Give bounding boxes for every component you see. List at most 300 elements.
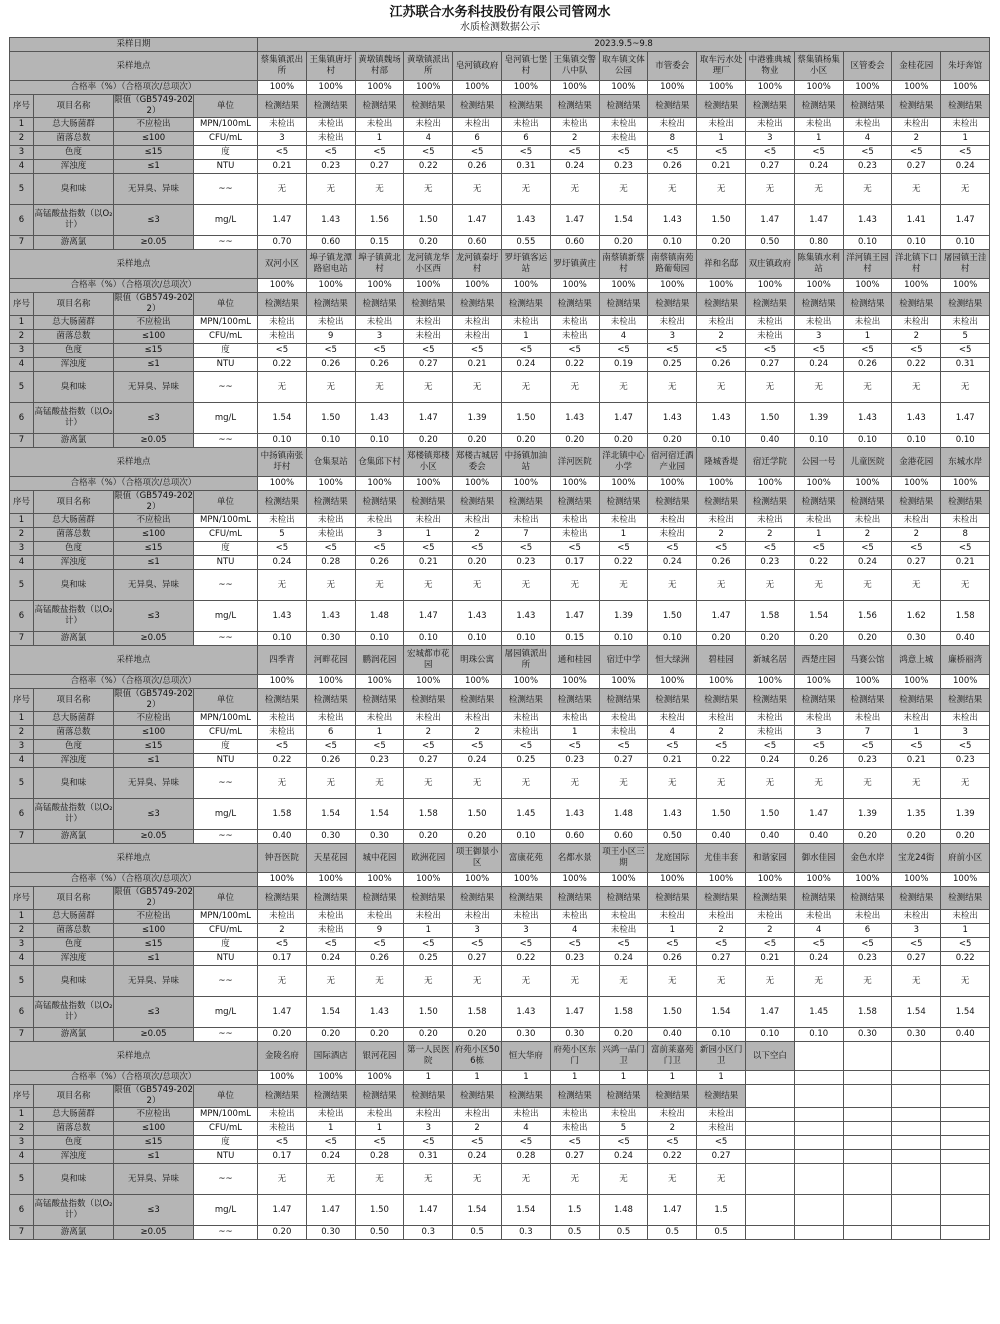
item-row — [10, 768, 990, 799]
result-header: 检测结果 — [941, 887, 990, 910]
result-value: 未检出 — [306, 712, 355, 726]
result-value: 未检出 — [794, 316, 843, 330]
result-value: 0.23 — [306, 160, 355, 174]
result-value: 0.20 — [843, 830, 892, 844]
result-value: 4 — [794, 924, 843, 938]
site-name: 城中花园 — [355, 844, 404, 873]
item-number: 2 — [10, 924, 34, 938]
item-row — [10, 528, 990, 542]
item-name: 菌落总数 — [34, 924, 114, 938]
result-value: 0.26 — [794, 754, 843, 768]
result-value: 0.28 — [502, 1150, 551, 1164]
pass-rate-value: 100% — [258, 873, 307, 887]
result-value: 无 — [404, 570, 453, 601]
result-value: <5 — [745, 542, 794, 556]
item-row — [10, 754, 990, 768]
result-value: 0.5 — [697, 1226, 746, 1240]
result-value: 未检出 — [697, 514, 746, 528]
result-value: 1.48 — [355, 601, 404, 632]
result-value: 0.20 — [404, 1028, 453, 1042]
result-value: <5 — [550, 542, 599, 556]
item-limit: ≤3 — [114, 403, 194, 434]
pass-rate-value: 100% — [941, 675, 990, 689]
item-row — [10, 330, 990, 344]
pass-rate-value: 100% — [258, 477, 307, 491]
result-header: 检测结果 — [794, 491, 843, 514]
result-header: 检测结果 — [404, 887, 453, 910]
col-limit-header: 限值（GB5749-2022） — [114, 887, 193, 908]
result-value: 1.47 — [404, 1195, 453, 1226]
result-value: 未检出 — [745, 316, 794, 330]
item-name: 色度 — [34, 938, 114, 952]
result-value: <5 — [599, 1136, 648, 1150]
site-name: 鹏润花园 — [355, 646, 404, 675]
result-header: 检测结果 — [892, 95, 941, 118]
item-name: 浑浊度 — [34, 556, 114, 570]
result-header: 检测结果 — [648, 95, 697, 118]
result-value: 未检出 — [453, 514, 502, 528]
result-value: 1.43 — [892, 403, 941, 434]
location-label: 采样地点 — [10, 448, 258, 477]
col-item-header: 项目名称 — [34, 689, 114, 712]
result-header: 检测结果 — [648, 293, 697, 316]
report-subtitle: 水质检测数据公示 — [460, 22, 540, 33]
pass-rate-value: 100% — [355, 873, 404, 887]
item-name: 浑浊度 — [34, 358, 114, 372]
item-limit: 无异臭、异味 — [114, 372, 194, 403]
result-header: 检测结果 — [550, 95, 599, 118]
result-value: 0.22 — [697, 754, 746, 768]
result-value: 无 — [892, 372, 941, 403]
result-value: 1 — [355, 1122, 404, 1136]
item-limit: 不应检出 — [114, 118, 194, 132]
pass-rate-value: 100% — [599, 873, 648, 887]
result-value: 0.22 — [550, 358, 599, 372]
result-header: 检测结果 — [648, 887, 697, 910]
result-header: 检测结果 — [697, 1085, 746, 1108]
result-value: <5 — [892, 938, 941, 952]
result-value: 0.24 — [306, 1150, 355, 1164]
result-value: 1 — [599, 528, 648, 542]
pass-rate-value — [892, 1071, 941, 1085]
item-unit: NTU — [194, 754, 258, 768]
result-value: 未检出 — [892, 712, 941, 726]
item-number: 5 — [10, 570, 34, 601]
result-header: 检测结果 — [306, 887, 355, 910]
result-value: 0.60 — [550, 830, 599, 844]
item-row — [10, 570, 990, 601]
item-row — [10, 132, 990, 146]
pass-rate-value: 100% — [892, 477, 941, 491]
col-item-header: 项目名称 — [34, 293, 114, 316]
item-unit: NTU — [194, 358, 258, 372]
location-label: 采样地点 — [10, 52, 258, 81]
result-value: 0.17 — [550, 556, 599, 570]
result-header: 检测结果 — [453, 689, 502, 712]
col-limit-header: 限值（GB5749-2022） — [114, 293, 193, 314]
item-row — [10, 174, 990, 205]
result-value: 无 — [745, 174, 794, 205]
result-value: 0.24 — [258, 556, 307, 570]
pass-rate-value: 100% — [502, 81, 551, 95]
site-name: 中扬镇南张圩村 — [258, 448, 307, 477]
item-unit: 度 — [194, 344, 258, 358]
pass-rate-value: 100% — [404, 675, 453, 689]
result-value — [941, 1122, 990, 1136]
result-value: 3 — [258, 132, 307, 146]
item-row — [10, 236, 990, 250]
pass-rate-label: 合格率（%）（合格项次/总项次） — [10, 279, 258, 293]
result-value: 0.10 — [355, 434, 404, 448]
pass-rate-value: 100% — [355, 279, 404, 293]
sampling-date-row — [10, 38, 990, 52]
item-number: 7 — [10, 1028, 34, 1042]
pass-rate-value: 100% — [794, 279, 843, 293]
site-name: 宝龙24街 — [892, 844, 941, 873]
result-value: 0.50 — [355, 1226, 404, 1240]
result-value: 2 — [892, 330, 941, 344]
result-value: 未检出 — [648, 1108, 697, 1122]
result-value: 1.50 — [697, 799, 746, 830]
item-unit: mg/L — [194, 799, 258, 830]
result-value: 7 — [843, 726, 892, 740]
item-unit: MPN/100mL — [194, 514, 258, 528]
item-limit: ≤3 — [114, 205, 194, 236]
site-name: 蔡集镇派出所 — [258, 52, 307, 81]
pass-rate-value: 100% — [599, 279, 648, 293]
pass-rate-value: 100% — [648, 873, 697, 887]
item-unit: CFU/mL — [194, 726, 258, 740]
result-value: 无 — [941, 570, 990, 601]
result-value: 0.23 — [941, 754, 990, 768]
column-header-row — [10, 887, 990, 910]
result-header: 检测结果 — [794, 293, 843, 316]
result-value: 0.20 — [697, 632, 746, 646]
item-row — [10, 205, 990, 236]
result-value: 0.24 — [550, 160, 599, 174]
result-value: 0.22 — [794, 556, 843, 570]
result-value: 1.45 — [794, 997, 843, 1028]
pass-rate-value: 100% — [599, 675, 648, 689]
result-value: 0.23 — [550, 952, 599, 966]
result-value: 未检出 — [306, 514, 355, 528]
result-value: 0.17 — [258, 952, 307, 966]
result-value: 未检出 — [648, 118, 697, 132]
result-header: 检测结果 — [502, 689, 551, 712]
result-value: 无 — [941, 768, 990, 799]
result-value: 0.40 — [941, 632, 990, 646]
result-value: 无 — [355, 174, 404, 205]
result-value: 2 — [453, 726, 502, 740]
result-value: <5 — [306, 1136, 355, 1150]
col-seq-header: 序号 — [10, 1085, 34, 1108]
item-limit: 不应检出 — [114, 1108, 194, 1122]
result-value: 1 — [892, 726, 941, 740]
item-limit: ≤100 — [114, 330, 194, 344]
site-name: 蔡集镇杨集小区 — [794, 52, 843, 81]
result-value: <5 — [843, 938, 892, 952]
site-name: 和谐家园 — [745, 844, 794, 873]
result-value: 2 — [258, 924, 307, 938]
result-value: 1.54 — [941, 997, 990, 1028]
result-value: 无 — [599, 966, 648, 997]
item-name: 臭和味 — [34, 174, 114, 205]
item-name: 色度 — [34, 146, 114, 160]
site-name: 罗圩镇黄庄 — [550, 250, 599, 279]
result-value: 0.10 — [843, 236, 892, 250]
result-value: 1.50 — [697, 205, 746, 236]
result-value: <5 — [502, 542, 551, 556]
pass-rate-row — [10, 477, 990, 491]
result-value: 0.20 — [599, 434, 648, 448]
result-value: 未检出 — [941, 118, 990, 132]
result-value — [794, 1136, 843, 1150]
result-value: 0.60 — [453, 236, 502, 250]
item-row — [10, 403, 990, 434]
result-value: 3 — [794, 330, 843, 344]
result-value: 无 — [697, 768, 746, 799]
result-value: 0.10 — [502, 632, 551, 646]
item-name: 游离氯 — [34, 1028, 114, 1042]
result-value — [794, 1226, 843, 1240]
result-value: 0.25 — [648, 358, 697, 372]
result-value: 无 — [550, 570, 599, 601]
result-header: 检测结果 — [599, 95, 648, 118]
result-value: 2 — [892, 132, 941, 146]
result-value: 0.27 — [892, 160, 941, 174]
col-unit-header: 单位 — [194, 293, 258, 316]
item-row — [10, 344, 990, 358]
result-value: 0.10 — [258, 632, 307, 646]
result-value: 0.10 — [697, 434, 746, 448]
pass-rate-value: 100% — [892, 279, 941, 293]
result-value: 0.26 — [355, 556, 404, 570]
result-value: 0.21 — [892, 754, 941, 768]
result-value: 0.24 — [843, 556, 892, 570]
result-value: 0.26 — [306, 754, 355, 768]
result-value: 未检出 — [892, 316, 941, 330]
item-unit: MPN/100mL — [194, 118, 258, 132]
result-value: 0.22 — [941, 952, 990, 966]
result-value: 0.24 — [794, 358, 843, 372]
item-unit: ~~ — [194, 174, 258, 205]
result-value: 1.47 — [453, 205, 502, 236]
result-header: 检测结果 — [599, 1085, 648, 1108]
result-value: 无 — [794, 570, 843, 601]
result-value: 未检出 — [941, 712, 990, 726]
site-name: 屠园镇王洼村 — [941, 250, 990, 279]
result-value: 未检出 — [355, 910, 404, 924]
result-value: 未检出 — [404, 316, 453, 330]
item-unit: ~~ — [194, 1028, 258, 1042]
item-number: 6 — [10, 601, 34, 632]
result-value — [745, 1226, 794, 1240]
pass-rate-value: 100% — [697, 81, 746, 95]
pass-rate-value: 100% — [599, 81, 648, 95]
result-header: 检测结果 — [306, 491, 355, 514]
result-header: 检测结果 — [355, 95, 404, 118]
result-value: 未检出 — [843, 316, 892, 330]
result-value: <5 — [404, 344, 453, 358]
result-value: 无 — [502, 372, 551, 403]
result-header: 检测结果 — [306, 1085, 355, 1108]
report-title: 江苏联合水务科技股份有限公司管网水 — [389, 5, 611, 20]
result-value: 0.24 — [599, 1150, 648, 1164]
result-value: 0.10 — [648, 632, 697, 646]
result-value: <5 — [502, 938, 551, 952]
item-name: 总大肠菌群 — [34, 118, 114, 132]
result-value: 0.30 — [843, 1028, 892, 1042]
result-value: 0.15 — [550, 632, 599, 646]
result-value: 0.40 — [697, 830, 746, 844]
result-value: 未检出 — [258, 118, 307, 132]
col-limit-header: 限值（GB5749-2022） — [114, 689, 193, 710]
column-header-row — [10, 1085, 990, 1108]
item-row — [10, 1195, 990, 1226]
pass-rate-row — [10, 873, 990, 887]
column-header-row — [10, 491, 990, 514]
result-value: 0.20 — [892, 830, 941, 844]
item-name: 游离氯 — [34, 1226, 114, 1240]
result-value: <5 — [941, 344, 990, 358]
result-header: 检测结果 — [550, 293, 599, 316]
item-number: 6 — [10, 799, 34, 830]
item-number: 7 — [10, 830, 34, 844]
result-header: 检测结果 — [941, 293, 990, 316]
site-name: 明珠公寓 — [453, 646, 502, 675]
result-value: 未检出 — [550, 1108, 599, 1122]
result-value: 2 — [550, 132, 599, 146]
result-value: 0.20 — [550, 434, 599, 448]
result-value — [843, 1122, 892, 1136]
item-unit: mg/L — [194, 997, 258, 1028]
site-name: 金陵名府 — [258, 1042, 307, 1071]
empty-cell — [794, 1085, 843, 1108]
result-value: <5 — [453, 542, 502, 556]
result-value: 未检出 — [550, 118, 599, 132]
result-value: 0.23 — [550, 754, 599, 768]
result-value: 1 — [502, 330, 551, 344]
result-value: 1.47 — [599, 403, 648, 434]
result-value: 未检出 — [745, 910, 794, 924]
result-value: 0.21 — [453, 358, 502, 372]
result-value: 5 — [941, 330, 990, 344]
result-value: 无 — [648, 372, 697, 403]
result-value: 未检出 — [843, 118, 892, 132]
result-value: 0.20 — [404, 830, 453, 844]
col-unit-header: 单位 — [194, 887, 258, 910]
result-value: 6 — [306, 726, 355, 740]
site-name: 皂河镇七堡村 — [502, 52, 551, 81]
item-row — [10, 1136, 990, 1150]
result-value: 0.10 — [648, 236, 697, 250]
result-value: 未检出 — [599, 132, 648, 146]
result-header: 检测结果 — [258, 887, 307, 910]
result-value: 未检出 — [258, 1108, 307, 1122]
result-value: 1 — [355, 132, 404, 146]
item-number: 2 — [10, 726, 34, 740]
item-limit: ≤100 — [114, 924, 194, 938]
result-value — [892, 1136, 941, 1150]
site-name: 碧桂园 — [697, 646, 746, 675]
result-value: 0.24 — [648, 556, 697, 570]
result-value: 0.30 — [550, 1028, 599, 1042]
result-value: 0.26 — [355, 952, 404, 966]
result-value: <5 — [941, 938, 990, 952]
item-row — [10, 160, 990, 174]
item-number: 4 — [10, 1150, 34, 1164]
result-value: 0.24 — [502, 358, 551, 372]
result-header: 检测结果 — [502, 887, 551, 910]
result-value: 0.27 — [892, 952, 941, 966]
site-name — [941, 1042, 990, 1071]
item-name: 游离氯 — [34, 236, 114, 250]
result-value: 1.58 — [404, 799, 453, 830]
result-value: 无 — [843, 768, 892, 799]
result-value: 未检出 — [453, 118, 502, 132]
pass-rate-value: 100% — [745, 675, 794, 689]
result-value: <5 — [843, 542, 892, 556]
site-name: 河畔花园 — [306, 646, 355, 675]
result-value: 0.26 — [648, 160, 697, 174]
result-header: 检测结果 — [941, 689, 990, 712]
result-value: 2 — [697, 726, 746, 740]
item-limit: 不应检出 — [114, 910, 194, 924]
site-name: 宏城都市花园 — [404, 646, 453, 675]
result-value: 1.47 — [258, 1195, 307, 1226]
result-value: 0.20 — [941, 830, 990, 844]
result-value: 1.39 — [599, 601, 648, 632]
result-value — [941, 1136, 990, 1150]
result-value: 无 — [404, 966, 453, 997]
item-name: 游离氯 — [34, 830, 114, 844]
result-value: 1.43 — [502, 601, 551, 632]
result-value: 未检出 — [258, 1122, 307, 1136]
result-value: <5 — [599, 344, 648, 358]
result-value: 未检出 — [648, 910, 697, 924]
result-value — [892, 1164, 941, 1195]
result-value — [892, 1150, 941, 1164]
result-header: 检测结果 — [892, 689, 941, 712]
result-value: 0.20 — [453, 1028, 502, 1042]
site-name: 兴鸿一品门卫 — [599, 1042, 648, 1071]
result-value: 无 — [599, 570, 648, 601]
result-value: 1.43 — [306, 601, 355, 632]
result-value: 1.5 — [697, 1195, 746, 1226]
result-value: 0.10 — [355, 632, 404, 646]
result-value: 未检出 — [355, 514, 404, 528]
item-name: 浑浊度 — [34, 952, 114, 966]
result-value: 1.43 — [697, 403, 746, 434]
result-value: <5 — [258, 740, 307, 754]
result-value: 1.47 — [404, 601, 453, 632]
result-header: 检测结果 — [453, 491, 502, 514]
result-value: <5 — [648, 740, 697, 754]
result-value: <5 — [355, 344, 404, 358]
result-value: 2 — [745, 924, 794, 938]
result-value: <5 — [306, 542, 355, 556]
result-value: 无 — [355, 966, 404, 997]
site-name: 宿迁学院 — [745, 448, 794, 477]
result-value: 0.23 — [843, 754, 892, 768]
site-name: 郑楼古城居委会 — [453, 448, 502, 477]
result-value: 2 — [453, 528, 502, 542]
item-number: 2 — [10, 1122, 34, 1136]
result-value: 无 — [258, 570, 307, 601]
item-unit: NTU — [194, 160, 258, 174]
result-header: 检测结果 — [404, 293, 453, 316]
result-value: 未检出 — [355, 1108, 404, 1122]
